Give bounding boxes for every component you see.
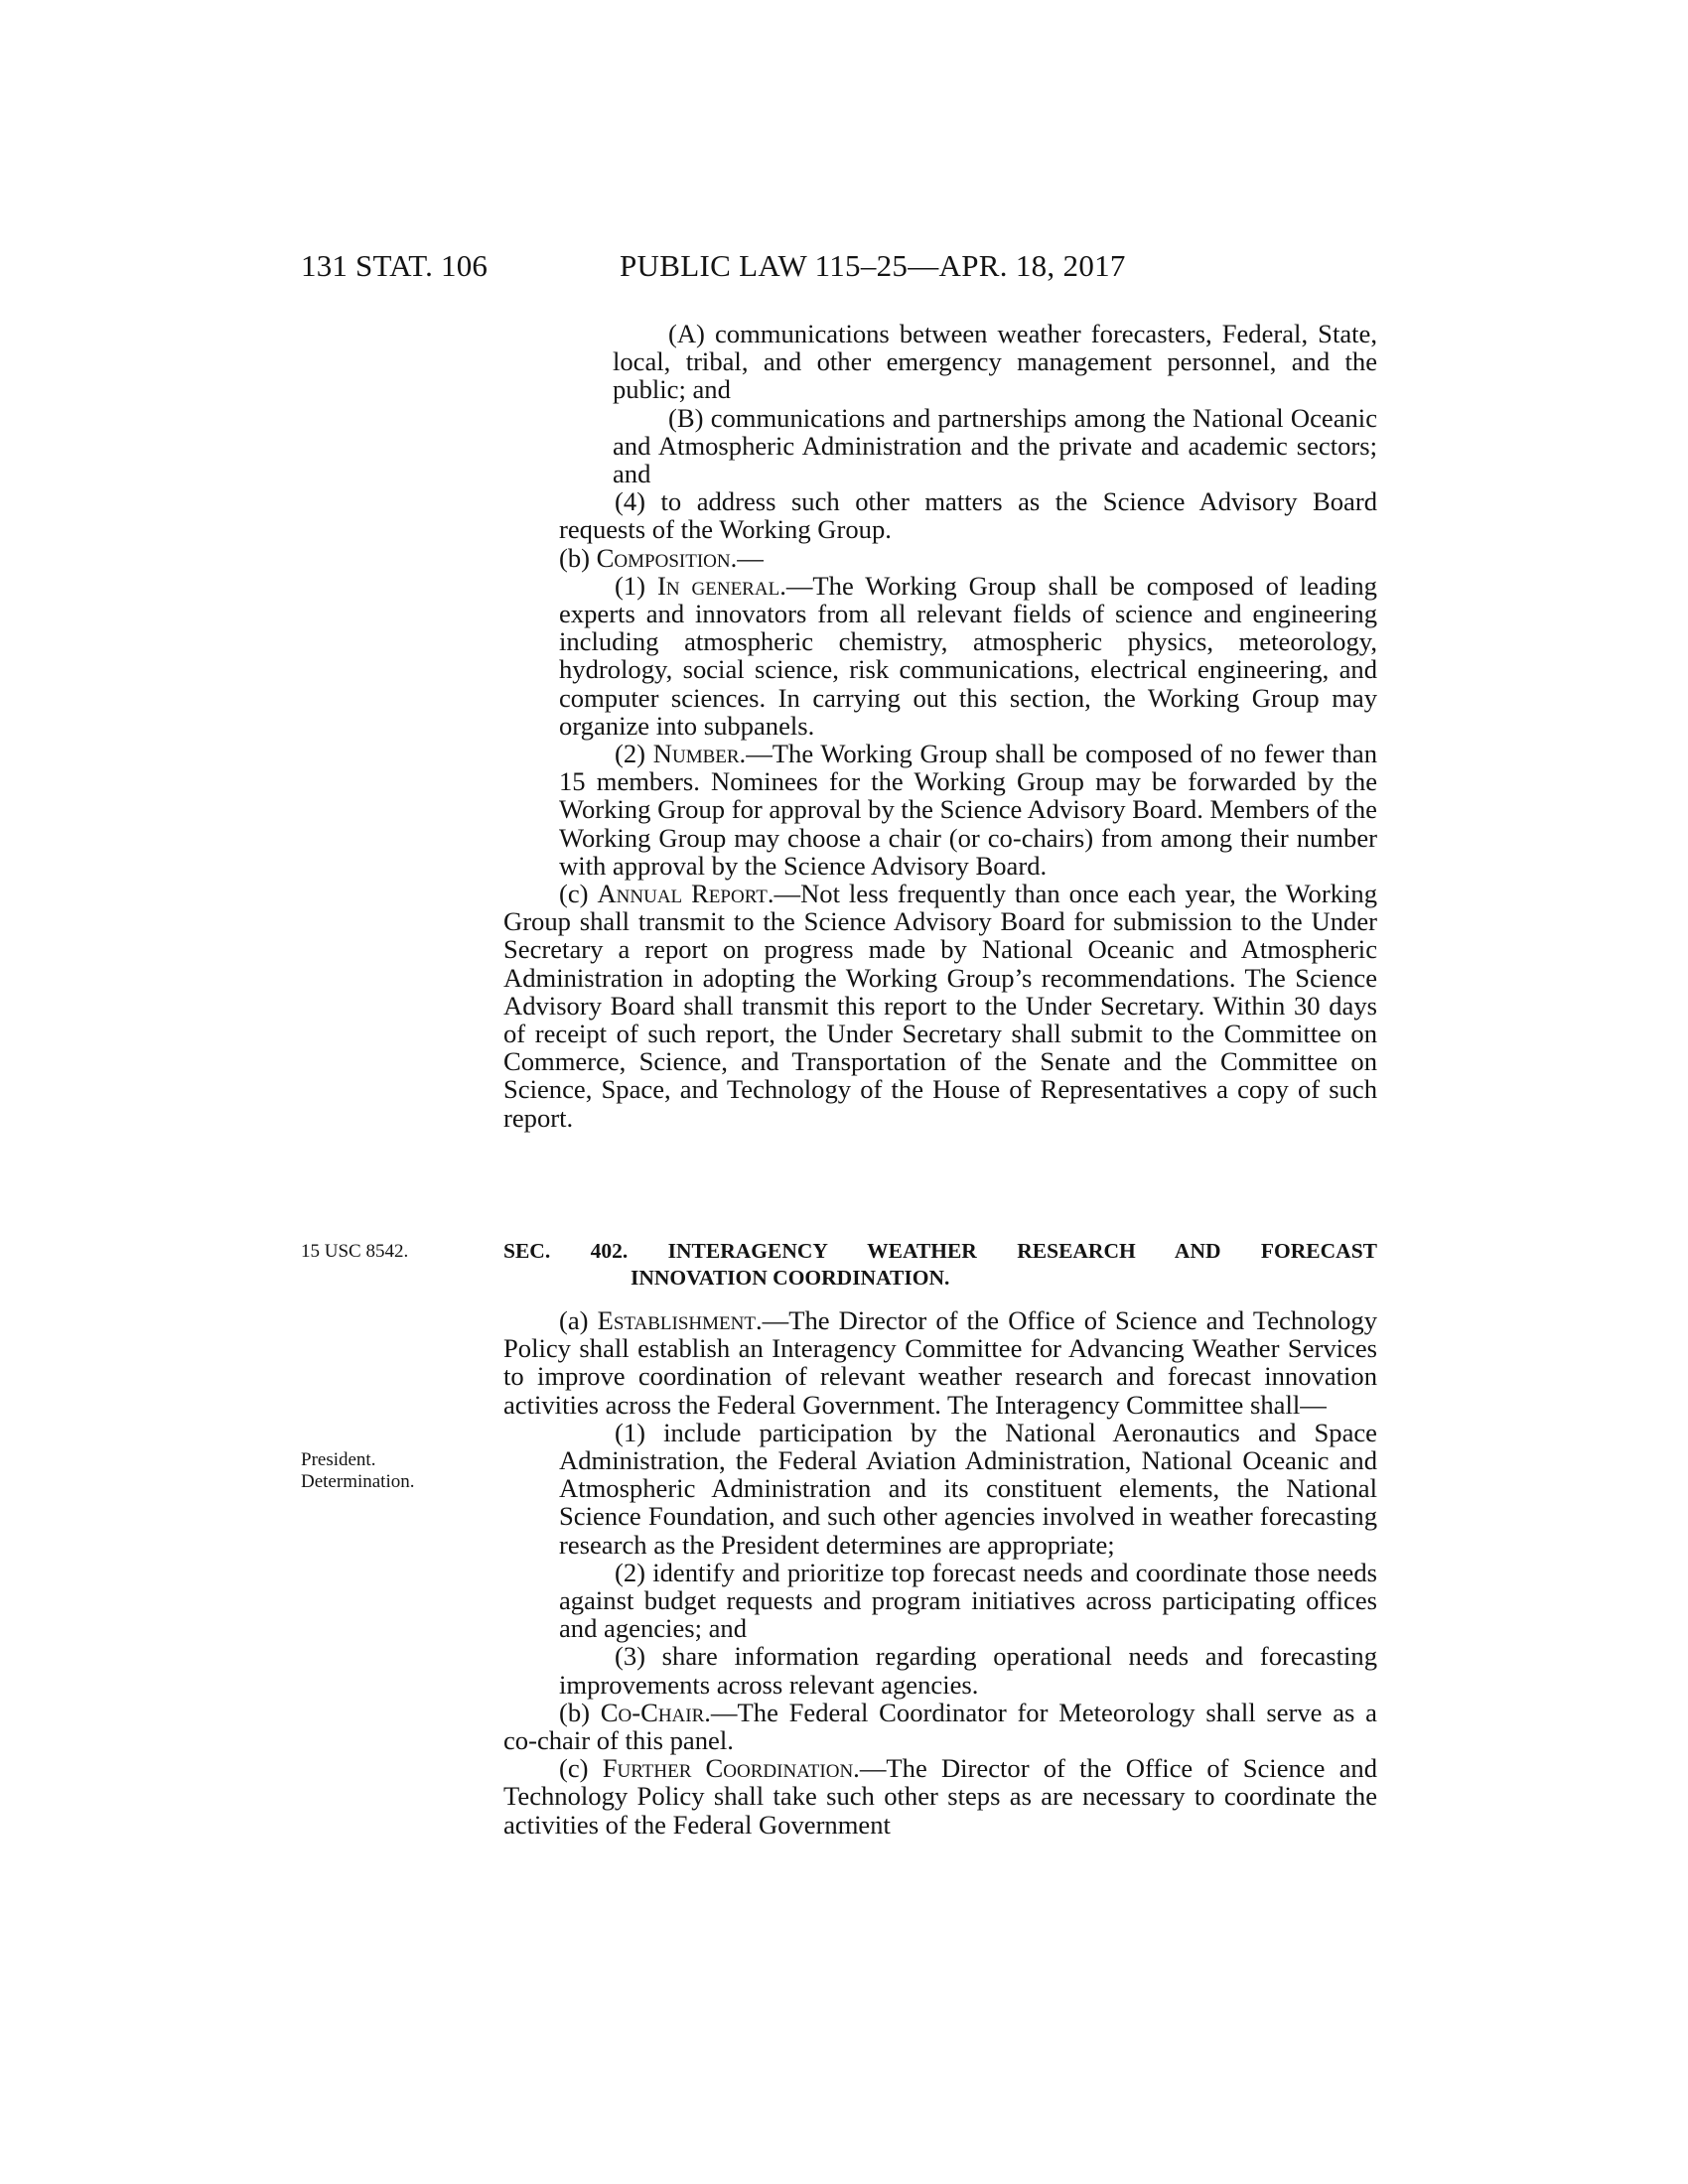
section-heading-line2: INNOVATION COORDINATION.	[631, 1266, 950, 1290]
margin-note-president: President.	[301, 1449, 376, 1470]
margin-note-determination: Determination.	[301, 1471, 415, 1492]
section-402-body	[503, 1306, 1377, 1839]
paragraph-b1-in-general	[559, 572, 1377, 740]
section-heading-line1: SEC. 402. INTERAGENCY WEATHER RESEARCH AND FORECAST	[503, 1239, 1377, 1263]
subsection-b-composition	[503, 544, 1377, 572]
margin-note-usc: 15 USC 8542.	[301, 1241, 409, 1262]
subsection-heading: Establishment	[597, 1305, 756, 1335]
subsection-label: (c)	[559, 1753, 603, 1784]
subsection-heading: Co-Chair	[600, 1697, 705, 1727]
subsection-label: (c)	[559, 879, 598, 909]
paragraph-text: .—The Working Group shall be composed of leading experts and innovators from all relevant fields of science and engineering including atmospheric chemistry, atmospheric physics, meteorology, hydrology, social science, risk communications, electrical engineering, and computer sciences. In carrying out this section, the Working Group may organize into subpanels.	[559, 570, 1377, 741]
paragraph-label: (2)	[615, 739, 653, 769]
paragraph-a2: (2) identify and prioritize top forecast needs and coordinate those needs against budget requests and program initiatives across participating offices and agencies; and	[559, 1557, 1377, 1644]
subsection-text: .—Not less frequently than once each year, the Working Group shall transmit to the Science Advisory Board for submission to the Under Secretary a report on progress made by National Oceanic and Atmospheric Administration in adopting the Working Group’s recommendations. The Science Advisory Board shall transmit this report to the Under Secretary. Within 30 days of receipt of such report, the Under Secretary shall submit to the Committee on Commerce, Science, and Transportation of the Senate and the Committee on Science, Space, and Technology of the House of Representatives a copy of such report.	[503, 879, 1377, 1133]
paragraph-label: (1)	[615, 570, 657, 601]
running-header: PUBLIC LAW 115–25—APR. 18, 2017	[620, 248, 1126, 283]
paragraph-a1: (1) include participation by the National Aeronautics and Space Administration, the Federal Aviation Administration, National Oceanic and Atmospheric Administration and its constituent elements, the National Science Foundation, and such other agencies involved in weather forecasting research as the President determines are appropriate;	[559, 1417, 1377, 1560]
paragraph-b2-number	[559, 740, 1377, 880]
heading-dash: .—	[730, 542, 764, 573]
subsection-text: .—The Federal Coordinator for Meteorology shall serve as a co-chair of this panel.	[503, 1697, 1377, 1756]
subsection-a-establishment	[503, 1306, 1377, 1419]
subsection-label: (b)	[559, 1697, 601, 1727]
paragraph-text: .—The Working Group shall be composed of no fewer than 15 members. Nominees for the Working Group may be forwarded by the Working Group for approval by the Science Advisory Board. Members of the Working Group may choose a chair (or co-chairs) from among their number with approval by the Science Advisory Board.	[559, 739, 1377, 881]
paragraph-heading: In general	[656, 570, 780, 601]
section-402-heading	[503, 1238, 1377, 1292]
subsection-c-further-coordination	[503, 1754, 1377, 1839]
paragraph-3b: (B) communications and partnerships among the National Oceanic and Atmospheric Administration and the private and academic sectors; and	[613, 402, 1377, 489]
subsection-b-co-chair	[503, 1699, 1377, 1754]
paragraph-4: (4) to address such other matters as the Science Advisory Board requests of the Working Group.	[559, 486, 1377, 545]
subsection-heading: Further Coordination	[602, 1753, 854, 1784]
paragraph-a3: (3) share information regarding operational needs and forecasting improvements across relevant agencies.	[559, 1641, 1377, 1700]
page-stat-citation: 131 STAT. 106	[301, 248, 489, 283]
subsection-text: .—The Director of the Office of Science and Technology Policy shall take such other steps as are necessary to coordinate the activities of the Federal Government	[503, 1753, 1377, 1840]
subsection-heading: Composition	[596, 542, 731, 573]
subsection-c-annual-report	[503, 880, 1377, 1132]
subsection-text: .—The Director of the Office of Science and Technology Policy shall establish an Interagency Committee for Advancing Weather Services to improve coordination of relevant weather research and forecast innovation activities across the Federal Government. The Interagency Committee shall—	[503, 1305, 1377, 1420]
paragraph-3a: (A) communications between weather forecasters, Federal, State, local, tribal, and other emergency management personnel, and the public; and	[613, 319, 1377, 405]
subsection-label: (a)	[559, 1305, 598, 1335]
paragraph-heading: Number	[652, 739, 740, 769]
subsection-heading: Annual Report	[597, 879, 768, 909]
section-401-continuation	[503, 320, 1377, 1132]
subsection-label: (b)	[559, 542, 597, 573]
